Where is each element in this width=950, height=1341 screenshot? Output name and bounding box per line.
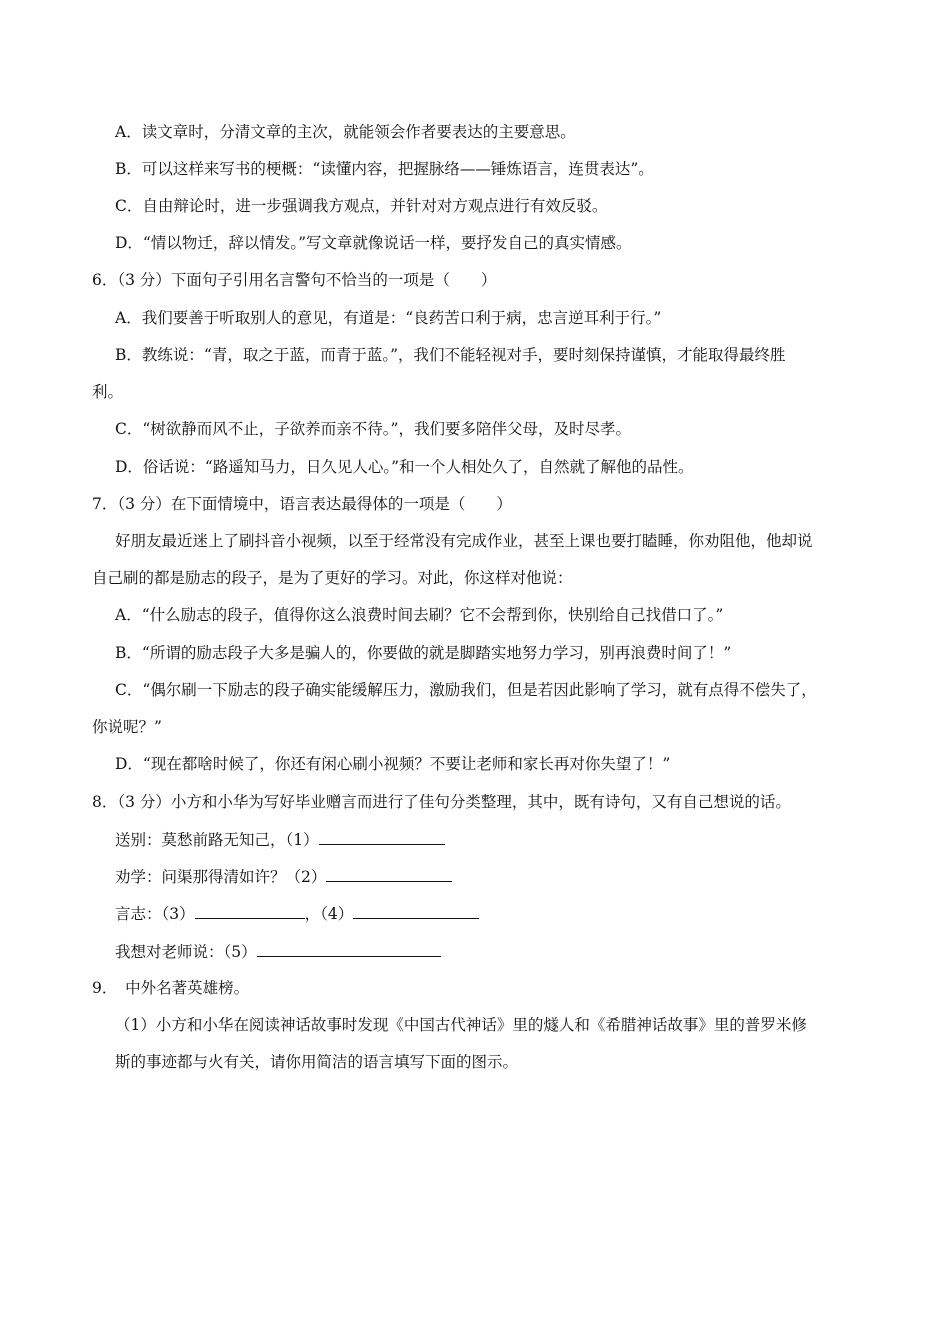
q5-option-d: D．“情以物迁，辞以情发。”写文章就像说话一样，要抒发自己的真实情感。 — [115, 234, 632, 252]
q5-option-b: B．可以这样来写书的梗概：“读懂内容，把握脉络——锤炼语言，连贯表达”。 — [115, 160, 654, 178]
q7-context-line2: 自己刷的都是励志的段子，是为了更好的学习。对此，你这样对他说： — [92, 569, 573, 587]
q9-stem: 9． 中外名著英雄榜。 — [92, 979, 250, 997]
q9-sub1-line2: 斯的事迹都与火有关，请你用简洁的语言填写下面的图示。 — [115, 1053, 519, 1071]
q8-study-label: 劝学：问渠那得清如许？（2） — [115, 868, 327, 886]
q7-option-b: B．“所谓的励志段子大多是骗人的，你要做的就是脚踏实地努力学习，别再浪费时间了！” — [115, 644, 732, 662]
q5-option-a: A．读文章时，分清文章的主次，就能领会作者要表达的主要意思。 — [115, 123, 576, 141]
q8-line-teacher — [115, 941, 441, 962]
q7-option-a: A．“什么励志的段子，值得你这么浪费时间去刷？它不会帮到你，快别给自己找借口了。” — [115, 606, 724, 624]
q6-option-a: A．我们要善于听取别人的意见，有道是：“良药苦口利于病，忠言逆耳利于行。” — [115, 309, 662, 327]
q8-teacher-label: 我想对老师说：（5） — [115, 943, 257, 961]
q8-farewell-label: 送别：莫愁前路无知己，（1） — [115, 831, 319, 849]
q6-option-b-line2: 利。 — [92, 383, 124, 401]
q8-stem: 8．（3 分）小方和小华为写好毕业赠言而进行了佳句分类整理，其中，既有诗句，又有自己想说的话。 — [92, 793, 791, 811]
answer-blank-1[interactable] — [319, 829, 445, 845]
q6-option-b-line1: B．教练说：“青，取之于蓝，而青于蓝。”，我们不能轻视对手，要时刻保持谨慎，才能取得最终胜 — [115, 346, 786, 364]
answer-blank-3[interactable] — [195, 903, 305, 919]
q7-option-d: D．“现在都啥时候了，你还有闲心刷小视频？不要让老师和家长再对你失望了！” — [115, 755, 671, 773]
q9-sub1-line1: （1）小方和小华在阅读神话故事时发现《中国古代神话》里的燧人和《希腊神话故事》里的普罗米修 — [115, 1016, 807, 1034]
q8-line-study — [115, 866, 452, 887]
q7-stem: 7．（3 分）在下面情境中，语言表达最得体的一项是（ ） — [92, 495, 512, 513]
q8-line-farewell — [115, 829, 445, 850]
q7-option-c-line1: C．“偶尔刷一下励志的段子确实能缓解压力，激励我们，但是若因此影响了学习，就有点得不偿失了， — [115, 681, 817, 699]
q6-stem: 6．（3 分）下面句子引用名言警句不恰当的一项是（ ） — [92, 271, 497, 289]
q8-line-ambition — [115, 903, 479, 924]
q6-option-d: D．俗话说：“路遥知马力，日久见人心。”和一个人相处久了，自然就了解他的品性。 — [115, 458, 694, 476]
q8-ambition-label-4: ，（4） — [304, 905, 354, 923]
q7-context-line1: 好朋友最近迷上了刷抖音小视频，以至于经常没有完成作业，甚至上课也要打瞌睡，你劝阻他，他却说 — [115, 532, 813, 550]
q8-ambition-label: 言志：（3） — [115, 905, 195, 923]
q7-option-c-line2: 你说呢？” — [92, 718, 162, 736]
answer-blank-2[interactable] — [326, 866, 452, 882]
q5-option-c: C．自由辩论时，进一步强调我方观点，并针对对方观点进行有效反驳。 — [115, 197, 608, 215]
answer-blank-4[interactable] — [353, 903, 479, 919]
answer-blank-5[interactable] — [257, 941, 441, 957]
q6-option-c: C．“树欲静而风不止，子欲养而亲不待。”，我们要多陪伴父母，及时尽孝。 — [115, 420, 631, 438]
